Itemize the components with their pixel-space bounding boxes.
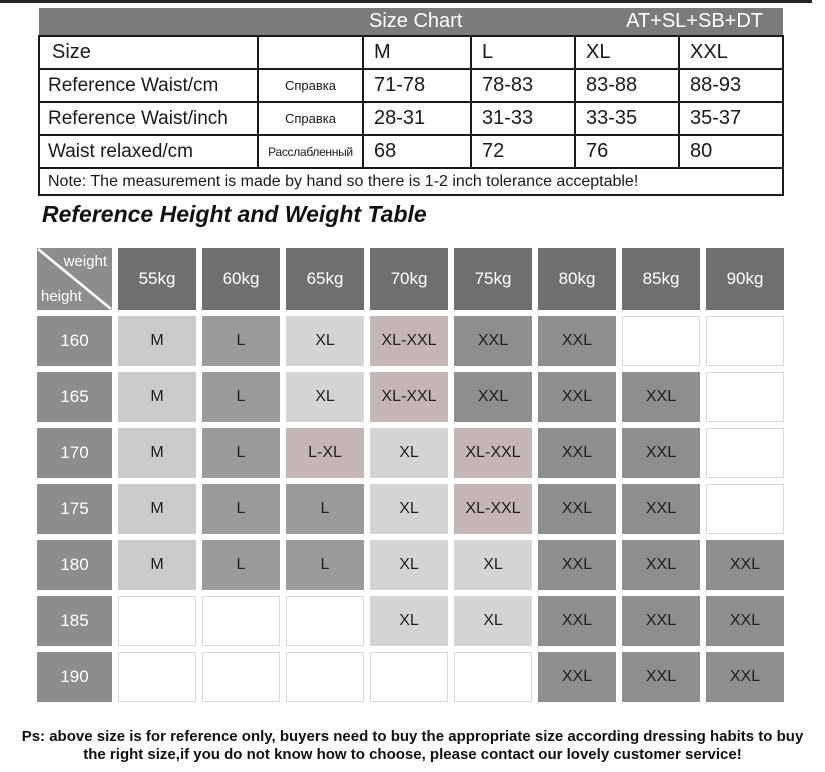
size-row-label: Size (39, 36, 258, 69)
hw-cell: XXL (706, 540, 784, 590)
waist-relaxed-xl: 76 (575, 135, 679, 168)
weight-header-cell: 80kg (538, 248, 616, 310)
hw-cell: XL-XXL (370, 316, 448, 366)
hw-cell: L (202, 484, 280, 534)
hw-cell (286, 596, 364, 646)
header-spacer (39, 8, 363, 36)
hw-cell: XL-XXL (370, 372, 448, 422)
hw-cell: XL (454, 596, 532, 646)
size-chart-title: Size Chart (369, 10, 463, 32)
size-chart-table (38, 8, 784, 196)
corner-height-label: height (41, 288, 82, 305)
footer-text: Ps: above size is for reference only, buyers need to buy the appropriate size according dressing habits to buy the right size,if you do not know how to choose, please contact our lovely customer service! (21, 728, 804, 763)
height-header-cell: 160 (37, 316, 112, 366)
hw-cell: XXL (538, 372, 616, 422)
height-header-cell: 175 (37, 484, 112, 534)
height-header-cell: 185 (37, 596, 112, 646)
waist-cm-xxl: 88-93 (679, 69, 783, 102)
hw-cell (706, 372, 784, 422)
hw-cell: M (118, 428, 196, 478)
waist-cm-m: 71-78 (363, 69, 471, 102)
hw-cell: L (202, 428, 280, 478)
hw-cell: L (202, 540, 280, 590)
hw-cell: XXL (454, 316, 532, 366)
hw-cell: L-XL (286, 428, 364, 478)
hw-cell (706, 316, 784, 366)
waist-relaxed-sub: Расслабленный (258, 135, 363, 168)
weight-header-cell: 65kg (286, 248, 364, 310)
waist-relaxed-m: 68 (363, 135, 471, 168)
corner-cell (37, 248, 112, 310)
waist-inch-sub: Справка (258, 102, 363, 135)
hw-cell: L (286, 540, 364, 590)
waist-inch-l: 31-33 (471, 102, 575, 135)
hw-cell: XL (286, 372, 364, 422)
height-weight-grid (37, 248, 784, 702)
hw-cell (118, 596, 196, 646)
size-row-sub-empty (258, 36, 363, 69)
hw-cell: XXL (706, 596, 784, 646)
hw-cell: XXL (538, 484, 616, 534)
hw-cell: XL (370, 428, 448, 478)
waist-inch-xl: 33-35 (575, 102, 679, 135)
note-row (39, 168, 783, 195)
hw-cell (370, 652, 448, 702)
hw-cell: L (202, 372, 280, 422)
waist-relaxed-l: 72 (471, 135, 575, 168)
waist-relaxed-row (39, 135, 783, 168)
waist-cm-l: 78-83 (471, 69, 575, 102)
size-col-xxl: XXL (679, 36, 783, 69)
waist-cm-row (39, 69, 783, 102)
hw-cell: XL-XXL (454, 484, 532, 534)
waist-cm-xl: 83-88 (575, 69, 679, 102)
weight-header-cell: 70kg (370, 248, 448, 310)
height-header-cell: 190 (37, 652, 112, 702)
hw-cell (706, 484, 784, 534)
hw-cell: M (118, 484, 196, 534)
hw-cell (622, 316, 700, 366)
waist-cm-sub: Справка (258, 69, 363, 102)
weight-header-cell: 75kg (454, 248, 532, 310)
hw-cell: XXL (538, 540, 616, 590)
hw-cell: XXL (538, 596, 616, 646)
height-header-cell: 180 (37, 540, 112, 590)
hw-cell: XL (370, 596, 448, 646)
waist-inch-row (39, 102, 783, 135)
waist-inch-m: 28-31 (363, 102, 471, 135)
hw-cell: XXL (622, 428, 700, 478)
hw-cell: XL (454, 540, 532, 590)
hw-cell: XL-XXL (454, 428, 532, 478)
hw-cell: XL (370, 540, 448, 590)
weight-header-cell: 60kg (202, 248, 280, 310)
hw-cell (202, 652, 280, 702)
hw-cell: XXL (706, 652, 784, 702)
size-col-xl: XL (575, 36, 679, 69)
waist-inch-label: Reference Waist/inch (39, 102, 258, 135)
hw-cell (202, 596, 280, 646)
hw-cell: XXL (622, 484, 700, 534)
top-divider-line (0, 0, 812, 3)
hw-cell: XXL (538, 428, 616, 478)
waist-relaxed-xxl: 80 (679, 135, 783, 168)
hw-cell: M (118, 372, 196, 422)
waist-relaxed-label: Waist relaxed/cm (39, 135, 258, 168)
hw-cell: XXL (538, 652, 616, 702)
hw-cell: XXL (538, 316, 616, 366)
hw-cell (118, 652, 196, 702)
hw-cell: XXL (622, 372, 700, 422)
size-chart-header-row (39, 8, 783, 36)
size-col-l: L (471, 36, 575, 69)
hw-cell (706, 428, 784, 478)
hw-cell (454, 652, 532, 702)
hw-cell: XXL (622, 540, 700, 590)
hw-cell: L (202, 316, 280, 366)
size-col-m: M (363, 36, 471, 69)
weight-header-cell: 55kg (118, 248, 196, 310)
height-header-cell: 165 (37, 372, 112, 422)
hw-cell: XXL (622, 652, 700, 702)
hw-cell: XL (370, 484, 448, 534)
size-header-row (39, 36, 783, 69)
waist-inch-xxl: 35-37 (679, 102, 783, 135)
weight-header-cell: 85kg (622, 248, 700, 310)
variant-code: AT+SL+SB+DT (626, 10, 764, 32)
hw-cell: XXL (622, 596, 700, 646)
hw-cell: XL (286, 316, 364, 366)
hw-cell: M (118, 540, 196, 590)
hw-table-heading: Reference Height and Weight Table (42, 201, 427, 227)
hw-cell: XXL (454, 372, 532, 422)
hw-cell (286, 652, 364, 702)
weight-header-cell: 90kg (706, 248, 784, 310)
hw-cell: L (286, 484, 364, 534)
tolerance-note: Note: The measurement is made by hand so there is 1-2 inch tolerance acceptable! (39, 168, 783, 195)
height-header-cell: 170 (37, 428, 112, 478)
waist-cm-label: Reference Waist/cm (39, 69, 258, 102)
corner-weight-label: weight (63, 253, 107, 270)
footer-note (0, 728, 825, 764)
hw-cell: M (118, 316, 196, 366)
